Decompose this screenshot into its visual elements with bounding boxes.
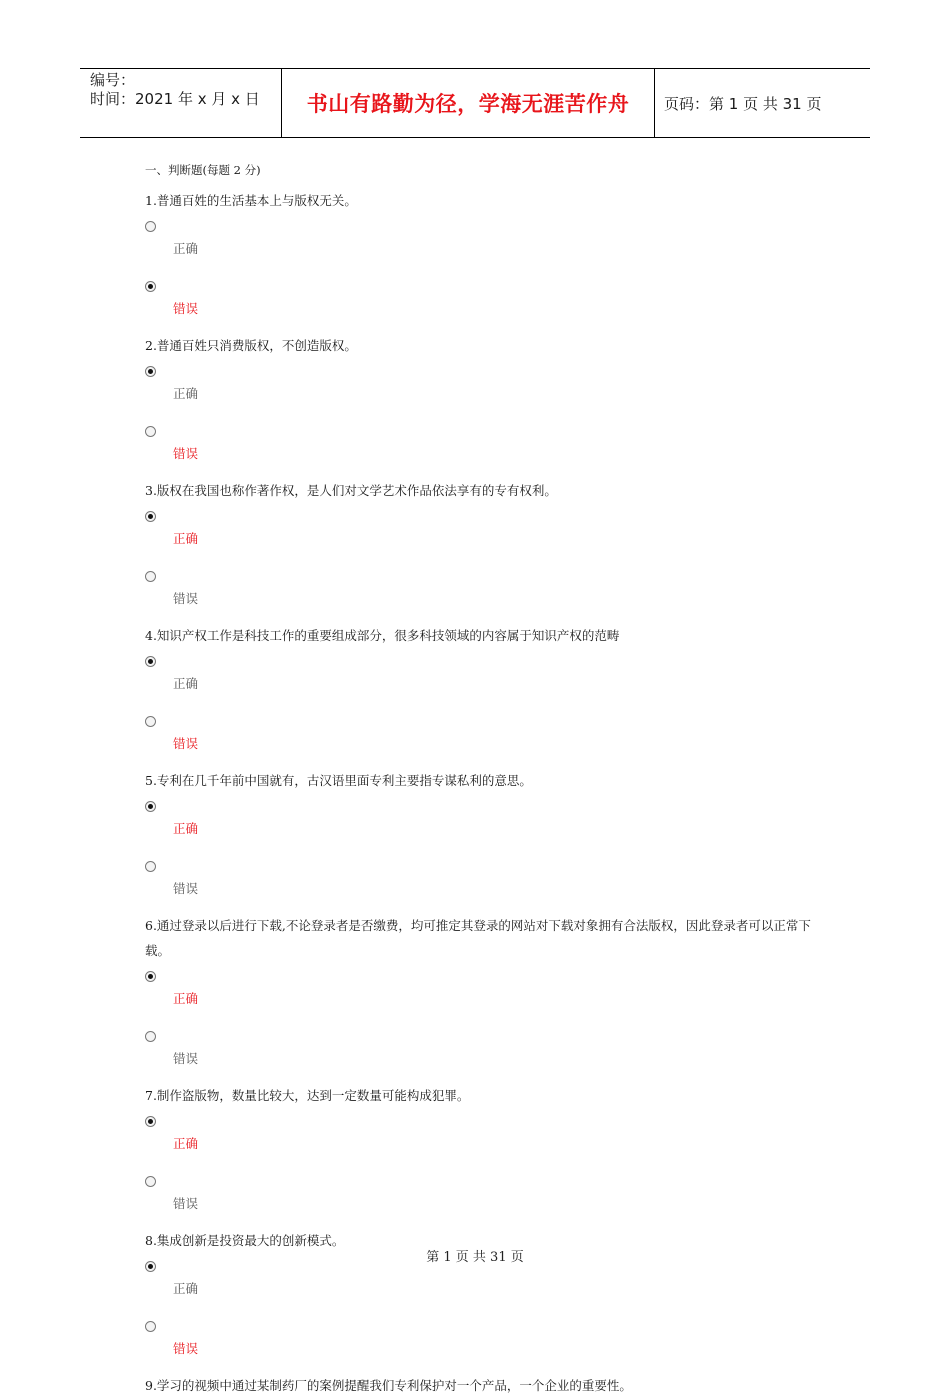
page-info-text: 页码：第 1 页 共 31 页 <box>664 94 822 113</box>
option-false[interactable] <box>145 1313 825 1373</box>
section-title: 一、判断题(每题 2 分) <box>145 163 261 177</box>
option-false[interactable] <box>145 1023 825 1083</box>
header-motto-cell <box>282 69 655 137</box>
radio-button[interactable] <box>145 221 156 232</box>
question-item <box>145 623 825 768</box>
quiz-content <box>145 162 825 1398</box>
option-label: 正确 <box>173 1136 199 1151</box>
radio-button[interactable] <box>145 656 156 667</box>
date-label: 时间：2021 年 x 月 x 日 <box>90 90 260 108</box>
radio-button[interactable] <box>145 801 156 812</box>
question-text: 7.制作盗版物，数量比较大，达到一定数量可能构成犯罪。 <box>145 1088 470 1103</box>
footer-page-number: 第 1 页 共 31 页 <box>426 1250 524 1265</box>
option-false[interactable] <box>145 418 825 478</box>
radio-button[interactable] <box>145 861 156 872</box>
radio-button[interactable] <box>145 426 156 437</box>
question-text: 4.知识产权工作是科技工作的重要组成部分，很多科技领域的内容属于知识产权的范畴 <box>145 628 620 643</box>
question-item <box>145 1373 825 1398</box>
option-true[interactable] <box>145 358 825 418</box>
option-label: 正确 <box>173 821 199 836</box>
option-label: 正确 <box>173 676 199 691</box>
option-label: 错误 <box>173 1196 199 1211</box>
question-item <box>145 913 825 1083</box>
radio-button[interactable] <box>145 1321 156 1332</box>
option-label: 错误 <box>173 1051 199 1066</box>
question-item <box>145 768 825 913</box>
option-true[interactable] <box>145 213 825 273</box>
motto-text: 书山有路勤为径，学海无涯苦作舟 <box>306 92 630 116</box>
question-text: 1.普通百姓的生活基本上与版权无关。 <box>145 193 357 208</box>
header-meta <box>80 69 282 137</box>
question-item <box>145 478 825 623</box>
radio-button[interactable] <box>145 281 156 292</box>
radio-button[interactable] <box>145 1116 156 1127</box>
option-false[interactable] <box>145 563 825 623</box>
option-true[interactable] <box>145 503 825 563</box>
option-label: 错误 <box>173 591 199 606</box>
option-label: 正确 <box>173 1281 199 1296</box>
option-true[interactable] <box>145 963 825 1023</box>
option-true[interactable] <box>145 648 825 708</box>
option-label: 正确 <box>173 991 199 1006</box>
question-list <box>145 188 825 1398</box>
option-label: 错误 <box>173 301 199 316</box>
option-label: 正确 <box>173 241 199 256</box>
radio-button[interactable] <box>145 571 156 582</box>
question-item <box>145 188 825 333</box>
option-label: 正确 <box>173 386 199 401</box>
question-text: 9.学习的视频中通过某制药厂的案例提醒我们专利保护对一个产品，一个企业的重要性。 <box>145 1378 632 1393</box>
option-false[interactable] <box>145 1168 825 1228</box>
option-label: 错误 <box>173 446 199 461</box>
option-label: 错误 <box>173 736 199 751</box>
option-label: 正确 <box>173 531 199 546</box>
option-false[interactable] <box>145 853 825 913</box>
option-false[interactable] <box>145 273 825 333</box>
question-text: 3.版权在我国也称作著作权，是人们对文学艺术作品依法享有的专有权利。 <box>145 483 557 498</box>
question-text: 2.普通百姓只消费版权，不创造版权。 <box>145 338 357 353</box>
radio-button[interactable] <box>145 716 156 727</box>
option-label: 错误 <box>173 1341 199 1356</box>
radio-button[interactable] <box>145 971 156 982</box>
option-true[interactable] <box>145 1108 825 1168</box>
page-footer <box>0 1246 950 1265</box>
question-text: 6.通过登录以后进行下载,不论登录者是否缴费，均可推定其登录的网站对下载对象拥有合法版权，因此登录者可以正常下载。 <box>145 918 811 958</box>
question-text: 8.集成创新是投资最大的创新模式。 <box>145 1233 345 1248</box>
option-false[interactable] <box>145 708 825 768</box>
page-header <box>80 68 870 138</box>
question-item <box>145 333 825 478</box>
radio-button[interactable] <box>145 1031 156 1042</box>
radio-button[interactable] <box>145 1176 156 1187</box>
question-item <box>145 1083 825 1228</box>
option-label: 错误 <box>173 881 199 896</box>
header-page-info <box>655 69 870 137</box>
serial-number-label: 编号： <box>90 71 136 89</box>
radio-button[interactable] <box>145 511 156 522</box>
question-text: 5.专利在几千年前中国就有，古汉语里面专利主要指专谋私利的意思。 <box>145 773 532 788</box>
radio-button[interactable] <box>145 366 156 377</box>
option-true[interactable] <box>145 793 825 853</box>
